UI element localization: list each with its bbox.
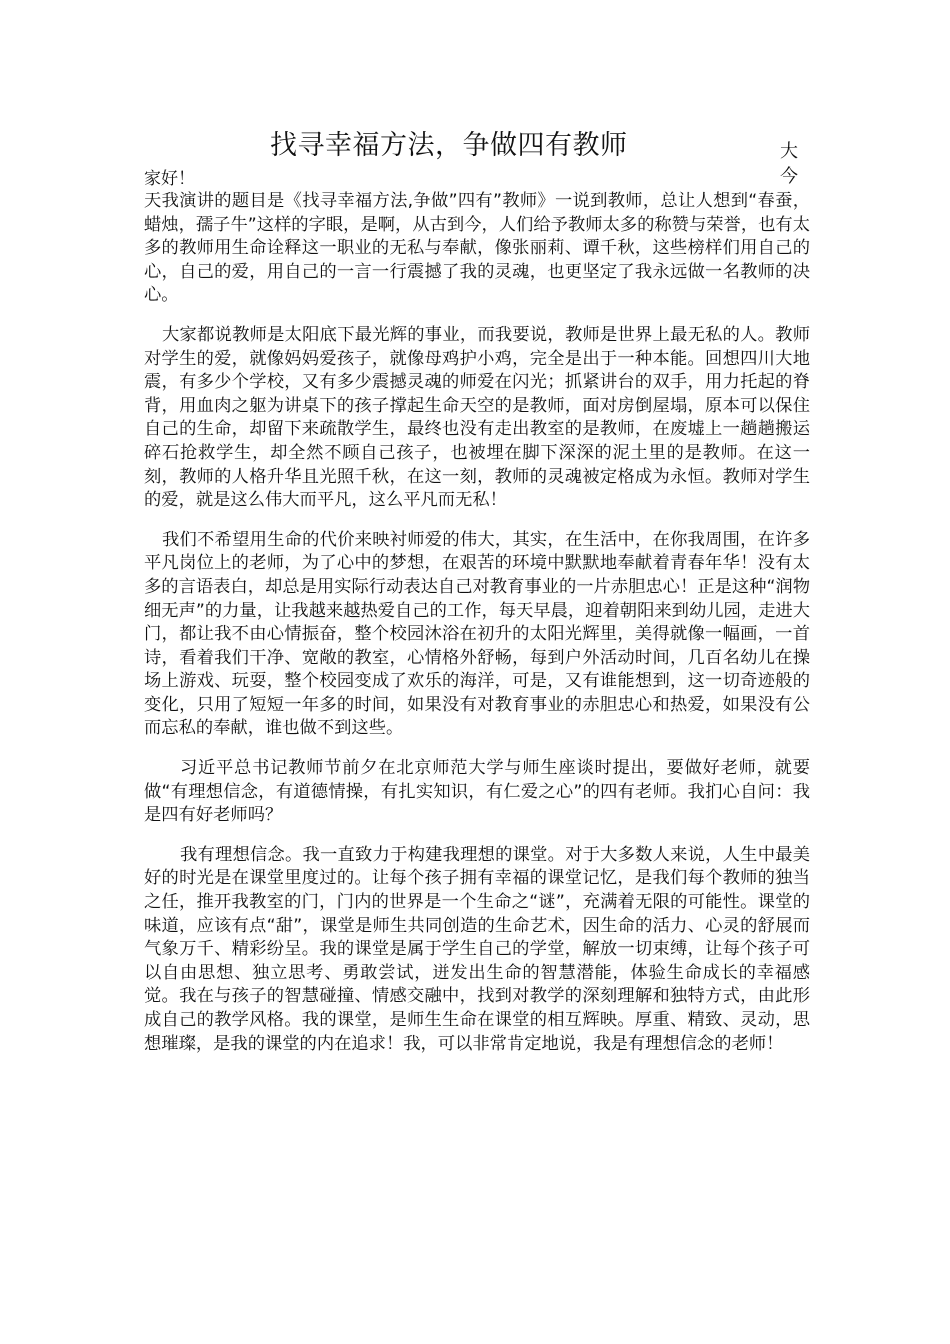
paragraph-teacher-love: 大家都说教师是太阳底下最光辉的事业，而我要说，教师是世界上最无私的人。教师对学生的爱，就像妈妈爱孩子，就像母鸡护小鸡，完全是出于一种本能。回想四川大地震，有多少个学校，又有多少震撼灵魂的师爱在闪光；抓紧讲台的双手，用力托起的脊背，用血肉之躯为讲桌下的孩子撑起生命天空的是教师，面对房倒屋塌，原本可以保住自己的生命，却留下来疏散学生，最终也没有走出教室的是教师，在废墟上一趟趟搬运碎石抢救学生，却全然不顾自己孩子，也被埋在脚下深深的泥土里的是教师。在这一刻，教师的人格升华且光照千秋，在这一刻，教师的灵魂被定格成为永恒。教师对学生的爱，就是这么伟大而平凡，这么平凡而无私！ [144,324,810,511]
side-char-2: 今 [780,166,798,187]
greeting-text: 家好！ [144,169,195,189]
page-title: 找寻幸福方法，争做四有教师 [270,130,628,161]
paragraph-four-good-teachers: 习近平总书记教师节前夕在北京师范大学与师生座谈时提出，要做好老师，就要做“有理想信念，有道德情操，有扎实知识，有仁爱之心”的四有老师。我扪心自问：我是四有好老师吗？ [144,758,810,826]
document-body [144,190,810,1072]
paragraph-intro: 天我演讲的题目是《找寻幸福方法,争做”四有”教师》一说到教师，总让人想到“春蚕，蜡烛，孺子牛”这样的字眼，是啊，从古到今，人们给予教师太多的称赞与荣誉，也有太多的教师用生命诠释这一职业的无私与奉献，像张丽莉、谭千秋，这些榜样们用自己的心，自己的爱，用自己的一言一行震撼了我的灵魂，也更坚定了我永远做一名教师的决心。 [144,191,810,306]
paragraph-ordinary-posts: 我们不希望用生命的代价来映衬师爱的伟大，其实，在生活中，在你我周围，在许多平凡岗位上的老师，为了心中的梦想，在艰苦的环境中默默地奉献着青春年华！没有太多的言语表白，却总是用实际行动表达自己对教育事业的一片赤胆忠心！正是这种“润物细无声”的力量，让我越来越热爱自己的工作，每天早晨，迎着朝阳来到幼儿园，走进大门，都让我不由心情振奋，整个校园沐浴在初升的太阳光辉里，美得就像一幅画，一首诗，看着我们干净、宽敞的教室，心情格外舒畅，每到户外活动时间，几百名幼儿在操场上游戏、玩耍，整个校园变成了欢乐的海洋，可是，又有谁能想到，这一切奇迹般的变化，只用了短短一年多的时间，如果没有对教育事业的赤胆忠心和热爱，如果没有公而忘私的奉献，谁也做不到这些。 [144,529,810,739]
side-char-1: 大 [780,141,798,162]
paragraph-ideals-beliefs: 我有理想信念。我一直致力于构建我理想的课堂。对于大多数人来说，人生中最美好的时光是在课堂里度过的。让每个孩子拥有幸福的课堂记忆，是我们每个教师的独当之任，推开我教室的门，门内的世界是一个生命之“谜”，充满着无限的可能性。课堂的味道，应该有点“甜”，课堂是师生共同创造的生命艺术，因生命的活力、心灵的舒展而气象万千、精彩纷呈。我的课堂是属于学生自己的学堂，解放一切束缚，让每个孩子可以自由思想、独立思考、勇敢尝试，迸发出生命的智慧潜能，体验生命成长的幸福感觉。我在与孩子的智慧碰撞、情感交融中，找到对教学的深刻理解和独特方式，由此形成自己的教学风格。我的课堂，是师生生命在课堂的相互辉映。厚重、精致、灵动，思想璀璨，是我的课堂的内在追求！我，可以非常肯定地说，我是有理想信念的老师！ [144,844,810,1054]
